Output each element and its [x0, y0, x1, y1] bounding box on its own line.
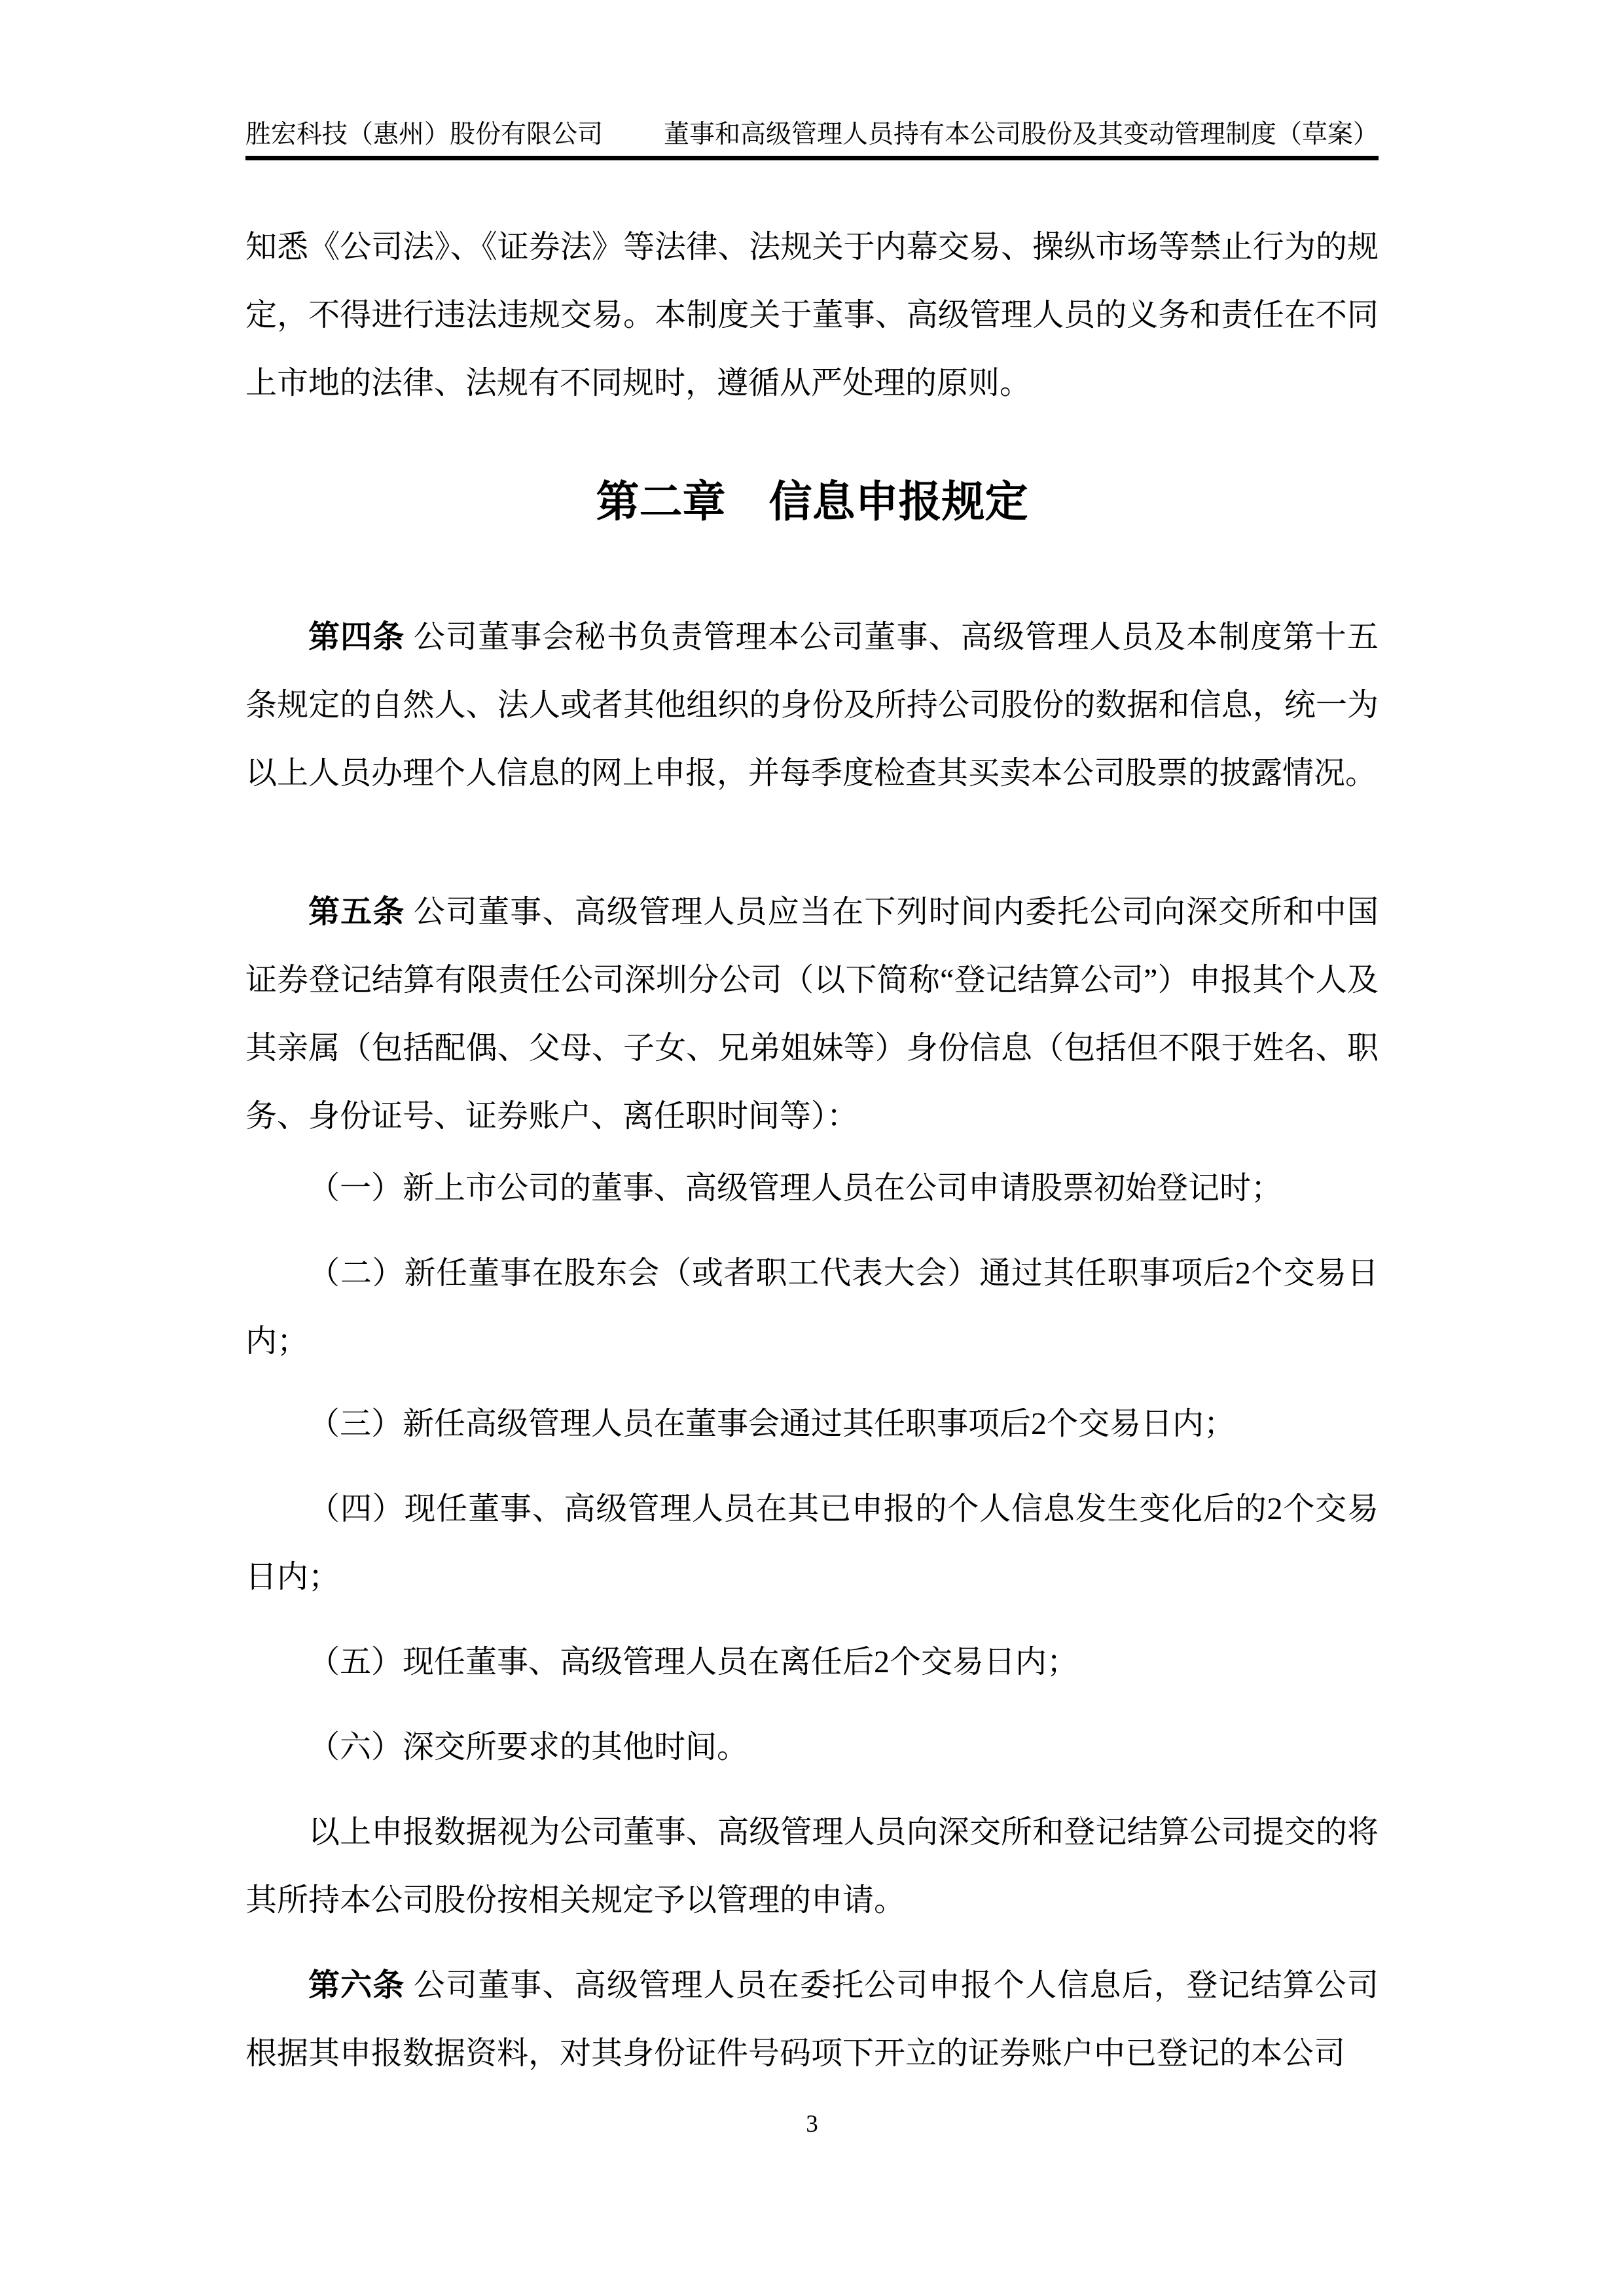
closing-paragraph: 以上申报数据视为公司董事、高级管理人员向深交所和登记结算公司提交的将其所持本公司股份按相关规定予以管理的申请。: [245, 1815, 1379, 1918]
chapter-title: 第二章 信息申报规定: [596, 478, 1028, 526]
article-6-text: 公司董事、高级管理人员在委托公司申报个人信息后，登记结算公司根据其申报数据资料，对其身份证件号码项下开立的证券账户中已登记的本公司: [245, 1968, 1379, 2071]
article-4-paragraph: [245, 603, 1379, 808]
article-5-text: 公司董事、高级管理人员应当在下列时间内委托公司向深交所和中国证券登记结算有限责任公司深圳分公司（以下简称“登记结算公司”）申报其个人及其亲属（包括配偶、父母、子女、兄弟姐妹等）身份信息（包括但不限于姓名、职务、身份证号、证券账户、离任职时间等）：: [245, 895, 1379, 1134]
list-item-1: （一）新上市公司的董事、高级管理人员在公司申请股票初始登记时；: [308, 1171, 1283, 1206]
article-6-label: 第六条: [308, 1968, 405, 2003]
article-5-paragraph: [245, 878, 1379, 1151]
list-item-6: （六）深交所要求的其他时间。: [308, 1730, 749, 1765]
list-item-5: （五）现任董事、高级管理人员在离任后2个交易日内；: [308, 1645, 1079, 1679]
article-5-label: 第五条: [308, 895, 405, 929]
list-item-3: （三）新任高级管理人员在董事会通过其任职事项后2个交易日内；: [308, 1407, 1236, 1441]
intro-paragraph: 知悉《公司法》、《证券法》等法律、法规关于内幕交易、操纵市场等禁止行为的规定，不得进行违法违规交易。本制度关于董事、高级管理人员的义务和责任在不同上市地的法律、法规有不同规时，遵循从严处理的原则。: [245, 230, 1379, 401]
header-document-title: 董事和高级管理人员持有本公司股份及其变动管理制度（草案）: [663, 120, 1379, 149]
article-4-text: 公司董事会秘书负责管理本公司董事、高级管理人员及本制度第十五条规定的自然人、法人或者其他组织的身份及所持公司股份的数据和信息，统一为以上人员办理个人信息的网上申报，并每季度检查其买卖本公司股票的披露情况。: [245, 620, 1379, 791]
article-6-paragraph: [245, 1952, 1379, 2088]
list-item-2: （二）新任董事在股东会（或者职工代表大会）通过其任职事项后2个交易日内；: [245, 1256, 1379, 1359]
header-company-name: 胜宏科技（惠州）股份有限公司: [245, 120, 604, 149]
page-header: [245, 119, 1379, 151]
page-footer: [245, 2109, 1379, 2140]
header-rule: [245, 156, 1379, 160]
list-item-4: （四）现任董事、高级管理人员在其已申报的个人信息发生变化后的2个交易日内；: [245, 1492, 1379, 1594]
page-number: 3: [806, 2111, 818, 2138]
article-4-label: 第四条: [308, 620, 405, 655]
